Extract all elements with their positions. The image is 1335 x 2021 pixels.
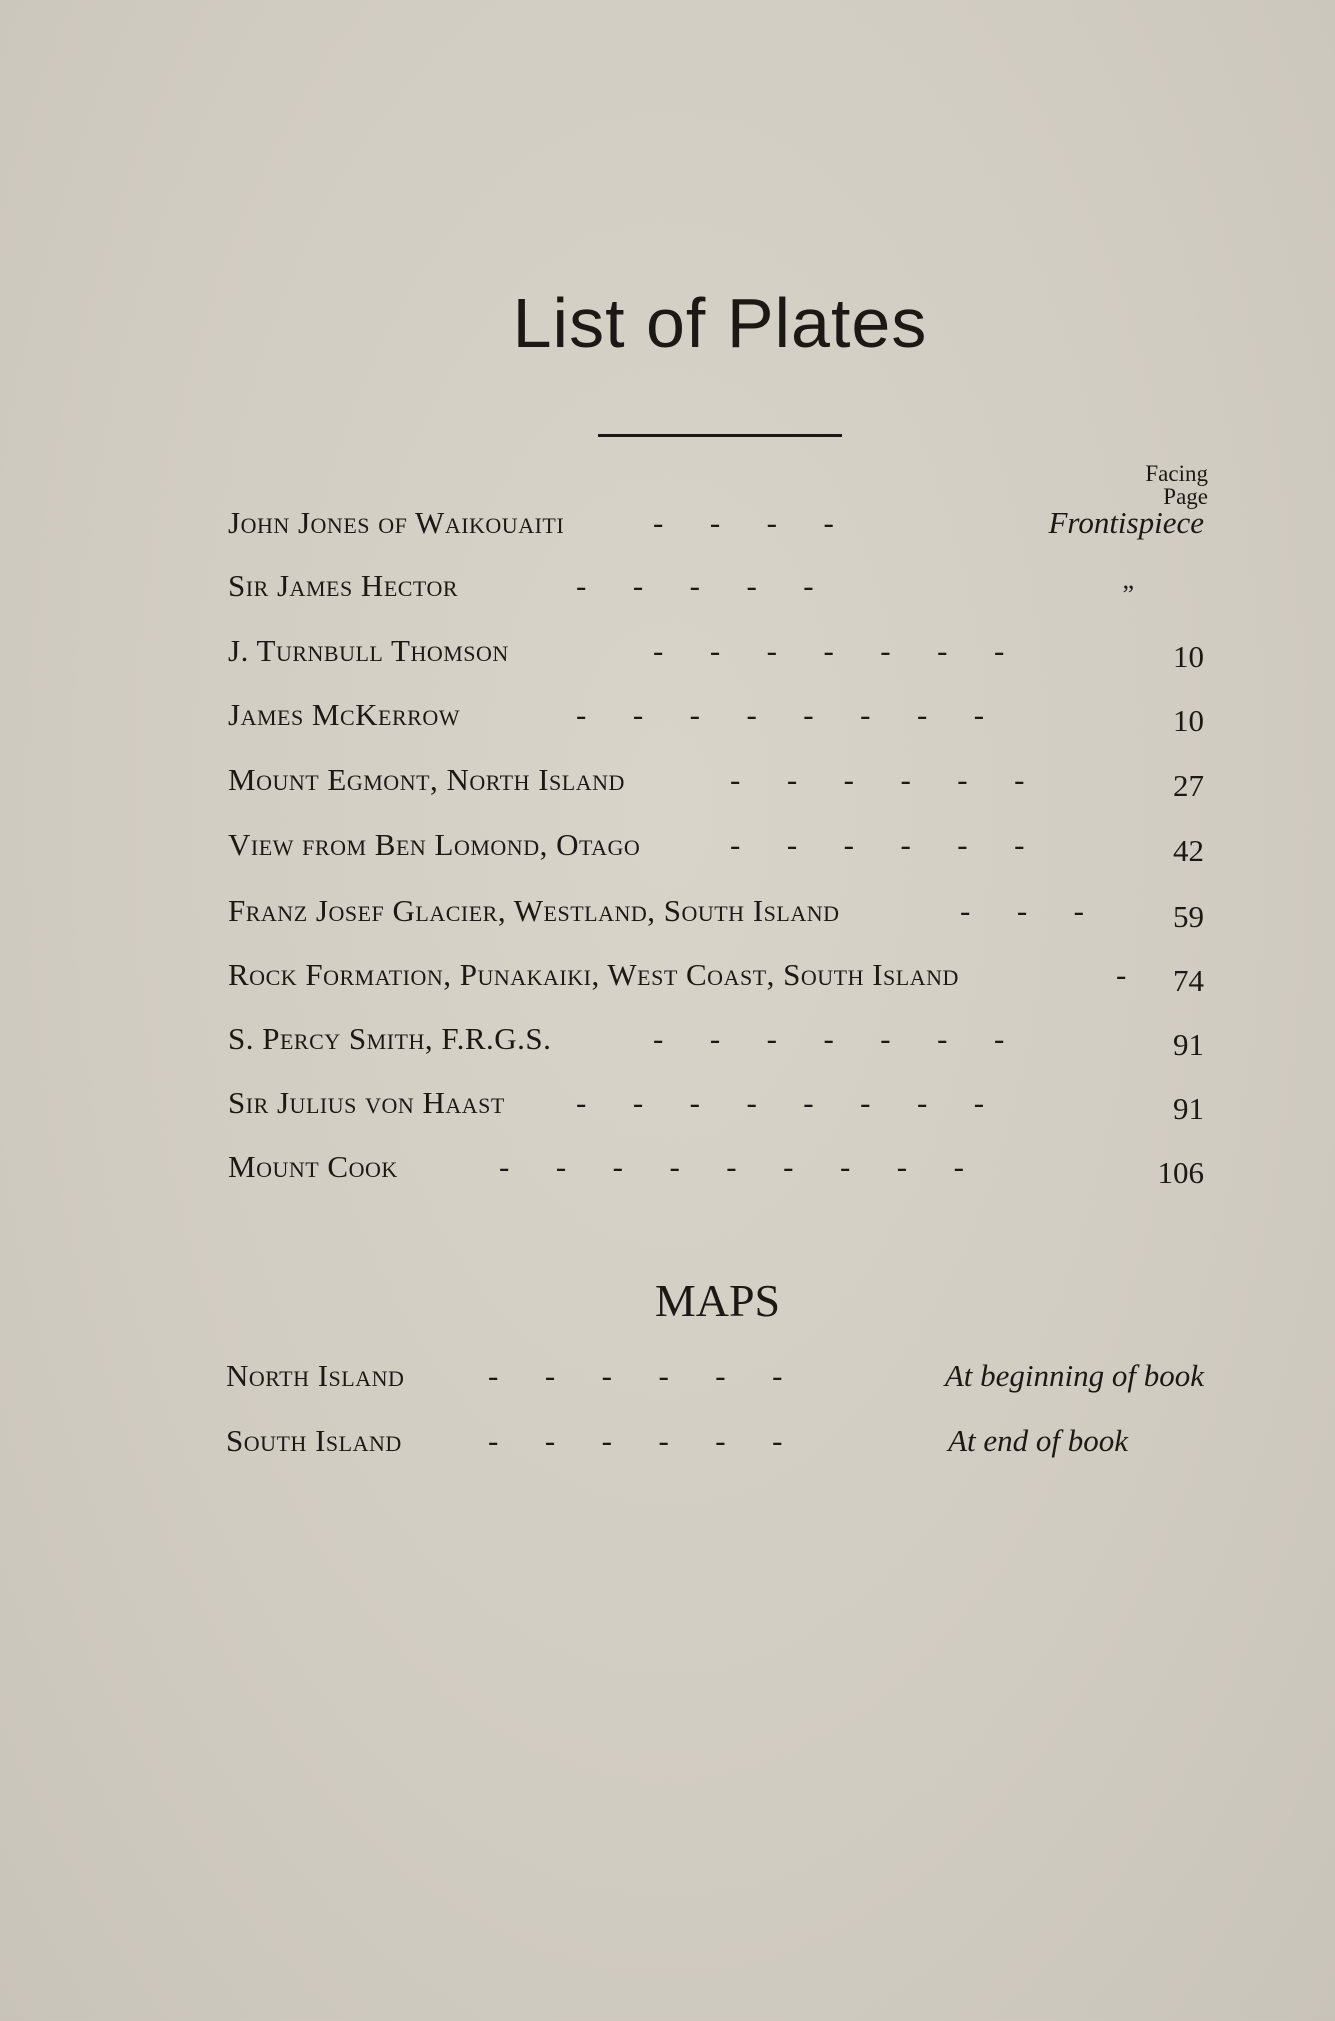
leader-dashes: - - - - - - — [488, 1358, 783, 1393]
leader-dashes: - - - - - - - - — [576, 1085, 985, 1120]
page-title: List of Plates — [512, 284, 928, 362]
map-title: North Island — [226, 1358, 405, 1393]
leader-dashes: - - - - - - - — [653, 1021, 1005, 1056]
title-rule — [598, 434, 842, 437]
plate-page: 10 — [1173, 703, 1204, 738]
plate-entry — [228, 762, 1204, 814]
plate-title: Franz Josef Glacier, Westland, South Island — [228, 893, 840, 928]
plate-title: S. Percy Smith, F.R.G.S. — [228, 1021, 552, 1056]
plate-entry — [228, 827, 1204, 879]
plate-entry — [228, 1021, 1204, 1073]
plate-page: 27 — [1173, 768, 1204, 803]
map-title: South Island — [226, 1423, 402, 1458]
leader-dashes: - - - - - - - - — [576, 697, 985, 732]
plate-page: 91 — [1173, 1091, 1204, 1126]
plate-title: James McKerrow — [228, 697, 461, 732]
plate-entry — [228, 505, 1204, 557]
facing-page-heading-line1: Facing — [1145, 461, 1208, 486]
leader-dashes: - - - - - - - — [653, 633, 1005, 668]
plate-entry — [228, 697, 1204, 749]
plate-page: ” — [1122, 580, 1134, 609]
plate-title: Mount Cook — [228, 1149, 398, 1184]
plate-page: 10 — [1173, 639, 1204, 674]
plate-page: 106 — [1157, 1155, 1204, 1190]
facing-page-heading — [1118, 462, 1208, 508]
plate-entry — [228, 957, 1204, 1009]
plate-title: Sir Julius von Haast — [228, 1085, 505, 1120]
plate-page: Frontispiece — [1048, 505, 1204, 540]
leader-dashes: - — [1116, 957, 1127, 992]
maps-heading: MAPS — [654, 1275, 781, 1326]
map-entry — [226, 1358, 1204, 1410]
plate-entry — [228, 1149, 1204, 1201]
plate-entry — [228, 633, 1204, 685]
plate-title: Rock Formation, Punakaiki, West Coast, South Island — [228, 957, 959, 992]
leader-dashes: - - - - - - - - - — [499, 1149, 964, 1184]
plate-page: 91 — [1173, 1027, 1204, 1062]
facing-page-heading-line2: Page — [1163, 484, 1208, 509]
plate-title: J. Turnbull Thomson — [228, 633, 509, 668]
plate-page: 74 — [1173, 963, 1204, 998]
map-entry — [226, 1423, 1204, 1475]
plate-entry — [228, 893, 1204, 945]
leader-dashes: - - - - - - — [488, 1423, 783, 1458]
plate-title: View from Ben Lomond, Otago — [228, 827, 641, 862]
plate-title: John Jones of Waikouaiti — [228, 505, 565, 540]
leader-dashes: - - - - — [653, 505, 834, 540]
map-location: At end of book — [948, 1423, 1128, 1458]
plate-page: 59 — [1173, 899, 1204, 934]
leader-dashes: - - - — [960, 893, 1084, 928]
map-location: At beginning of book — [944, 1358, 1204, 1393]
plate-page: 42 — [1173, 833, 1204, 868]
leader-dashes: - - - - - — [576, 568, 814, 603]
plate-entry — [228, 1085, 1204, 1137]
leader-dashes: - - - - - - — [730, 762, 1025, 797]
plate-title: Sir James Hector — [228, 568, 459, 603]
plate-title: Mount Egmont, North Island — [228, 762, 625, 797]
leader-dashes: - - - - - - — [730, 827, 1025, 862]
plate-entry — [228, 568, 1204, 620]
